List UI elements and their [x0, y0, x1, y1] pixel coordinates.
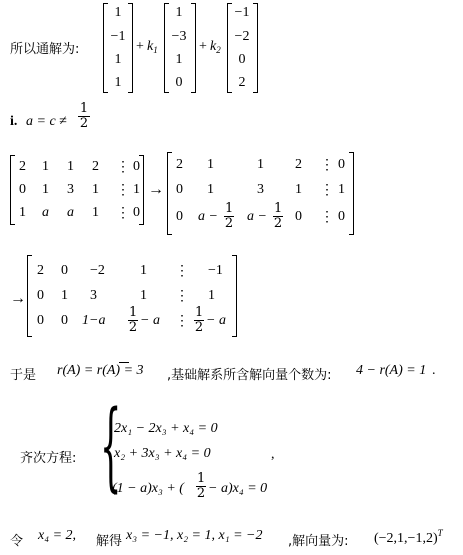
- solved-values: x₃ = −1, x₂ = 1, x₁ = −2: [126, 528, 263, 543]
- arrow: →: [10, 290, 26, 307]
- matrix-3-r1-c1: 2: [37, 263, 44, 278]
- matrix-3-r2-c1: 0: [37, 288, 44, 303]
- v0-entry-2: −1: [110, 29, 126, 44]
- matrix-3-r1-c6: −1: [208, 263, 223, 278]
- half-fraction: $\frac{1}{2}$: [79, 101, 89, 131]
- matrix-3-r3-c5: ⋮: [175, 314, 189, 329]
- matrix-1-r2-c1: 0: [19, 182, 26, 197]
- matrix-2-r1-c3: 1: [257, 157, 264, 172]
- matrix-3-r2-c4: 1: [140, 288, 147, 303]
- matrix-2-r2-c3: 3: [257, 182, 264, 197]
- matrix-2-r2-c5: ⋮: [320, 183, 334, 198]
- matrix-1-r3-c1: 1: [19, 205, 26, 220]
- left-brace: {: [100, 390, 122, 502]
- v2-entry-3: 0: [238, 52, 246, 67]
- v1-entry-3: 1: [175, 52, 183, 67]
- matrix-2-r1-c6: 0: [338, 157, 345, 172]
- matrix-1-r1-c6: 0: [133, 159, 140, 174]
- general-solution-label: 所以通解为:: [10, 42, 80, 57]
- case-label: i.: [10, 114, 18, 129]
- coefficient-k1: $k_1$: [147, 39, 158, 55]
- matrix-2-r1-c4: 2: [295, 157, 302, 172]
- arrow: →: [148, 181, 164, 198]
- bracket-right: [128, 3, 133, 93]
- matrix-3-r3-c6: − a: [206, 313, 226, 328]
- matrix-1-r2-c2: 1: [42, 182, 49, 197]
- matrix-3-r3-c2: 0: [61, 313, 68, 328]
- bracket-left: [10, 155, 15, 225]
- matrix-1-r1-c2: 1: [42, 159, 49, 174]
- v0-entry-4: 1: [114, 75, 122, 90]
- case-condition: a = c ≠: [26, 114, 67, 129]
- matrix-3-r1-c5: ⋮: [175, 264, 189, 279]
- matrix-1-r1-c1: 2: [19, 159, 26, 174]
- solution-vector: $(-2,1,-1,2)^T$: [374, 528, 443, 546]
- matrix-2-r2-c6: 1: [338, 182, 345, 197]
- matrix-1-r1-c5: ⋮: [116, 160, 130, 175]
- matrix-3-r2-c3: 3: [90, 288, 97, 303]
- matrix-2-r3-c1: 0: [176, 209, 183, 224]
- matrix-2-r2-c2: 1: [207, 182, 214, 197]
- matrix-2-r3-c5: ⋮: [320, 210, 334, 225]
- rank-count: 4 − r(A) = 1: [356, 363, 427, 378]
- matrix-1-r3-c6: 0: [133, 205, 140, 220]
- matrix-1-r3-c3: a: [67, 205, 74, 220]
- half-fraction: $\frac{1}{2}$: [194, 305, 204, 335]
- matrix-1-r2-c6: 1: [133, 182, 140, 197]
- v1-entry-4: 0: [175, 75, 183, 90]
- matrix-2-r1-c5: ⋮: [320, 158, 334, 173]
- matrix-2-r3-c3: a −: [247, 209, 267, 224]
- v2-entry-4: 2: [238, 75, 246, 90]
- matrix-1-r1-c4: 2: [92, 159, 99, 174]
- matrix-1-r3-c2: a: [42, 205, 49, 220]
- matrix-3-r2-c2: 1: [61, 288, 68, 303]
- matrix-3-r2-c6: 1: [208, 288, 215, 303]
- final-prefix: 令: [10, 534, 24, 549]
- v1-entry-1: 1: [175, 5, 183, 20]
- plus-sign: +: [199, 39, 207, 54]
- set-value: x₄ = 2,: [38, 528, 77, 543]
- v0-entry-3: 1: [114, 52, 122, 67]
- half-fraction: $\frac{1}{2}$: [273, 201, 283, 231]
- matrix-2-r2-c1: 0: [176, 182, 183, 197]
- rank-description: ,基础解系所含解向量个数为:: [167, 368, 332, 383]
- v2-entry-2: −2: [234, 29, 250, 44]
- matrix-1-r1-c3: 1: [67, 159, 74, 174]
- matrix-1-r3-c4: 1: [92, 205, 99, 220]
- coefficient-k2: $k_2$: [210, 39, 221, 55]
- v1-entry-2: −3: [171, 29, 187, 44]
- rank-equation: r(A) = r(A) = 3: [57, 363, 144, 378]
- matrix-2-r3-c6: 0: [338, 209, 345, 224]
- half-fraction: $\frac{1}{2}$: [196, 471, 206, 501]
- bracket-right: [349, 152, 354, 235]
- bracket-right: [253, 3, 258, 93]
- matrix-1-r2-c5: ⋮: [116, 183, 130, 198]
- half-fraction: $\frac{1}{2}$: [224, 201, 234, 231]
- v0-entry-1: 1: [114, 5, 122, 20]
- matrix-3-r2-c5: ⋮: [175, 289, 189, 304]
- bracket-left: [27, 255, 32, 337]
- system-label: 齐次方程:: [20, 451, 77, 466]
- bracket-right: [191, 3, 196, 93]
- matrix-2-r1-c1: 2: [176, 157, 183, 172]
- matrix-1-r2-c4: 1: [92, 182, 99, 197]
- equation-1: 2x₁ − 2x₃ + x₄ = 0: [114, 421, 218, 436]
- period: .: [432, 363, 436, 378]
- vector-label: ,解向量为:: [288, 534, 349, 549]
- half-fraction: $\frac{1}{2}$: [128, 305, 138, 335]
- matrix-3-r3-c4: − a: [140, 313, 160, 328]
- equation-2: x₂ + 3x₃ + x₄ = 0: [114, 446, 211, 461]
- bracket-left: [167, 152, 172, 235]
- v2-entry-1: −1: [234, 5, 250, 20]
- matrix-2-r2-c4: 1: [295, 182, 302, 197]
- matrix-2-r3-c4: 0: [295, 209, 302, 224]
- comma: ,: [271, 447, 275, 462]
- equation-3-left: (1 − a)x₃ + (: [112, 481, 184, 496]
- bracket-right: [232, 255, 237, 337]
- overline-mark: [119, 362, 129, 363]
- matrix-3-r3-c3: 1−a: [82, 313, 106, 328]
- matrix-2-r1-c2: 1: [207, 157, 214, 172]
- matrix-3-r1-c4: 1: [140, 263, 147, 278]
- equation-3-right: − a)x₄ = 0: [208, 481, 268, 496]
- plus-sign: +: [136, 39, 144, 54]
- rank-prefix: 于是: [10, 368, 37, 383]
- matrix-3-r3-c1: 0: [37, 313, 44, 328]
- matrix-3-r1-c2: 0: [61, 263, 68, 278]
- matrix-1-r3-c5: ⋮: [116, 206, 130, 221]
- matrix-3-r1-c3: −2: [90, 263, 105, 278]
- solve-label: 解得: [96, 534, 123, 549]
- matrix-2-r3-c2: a −: [198, 209, 218, 224]
- matrix-1-r2-c3: 3: [67, 182, 74, 197]
